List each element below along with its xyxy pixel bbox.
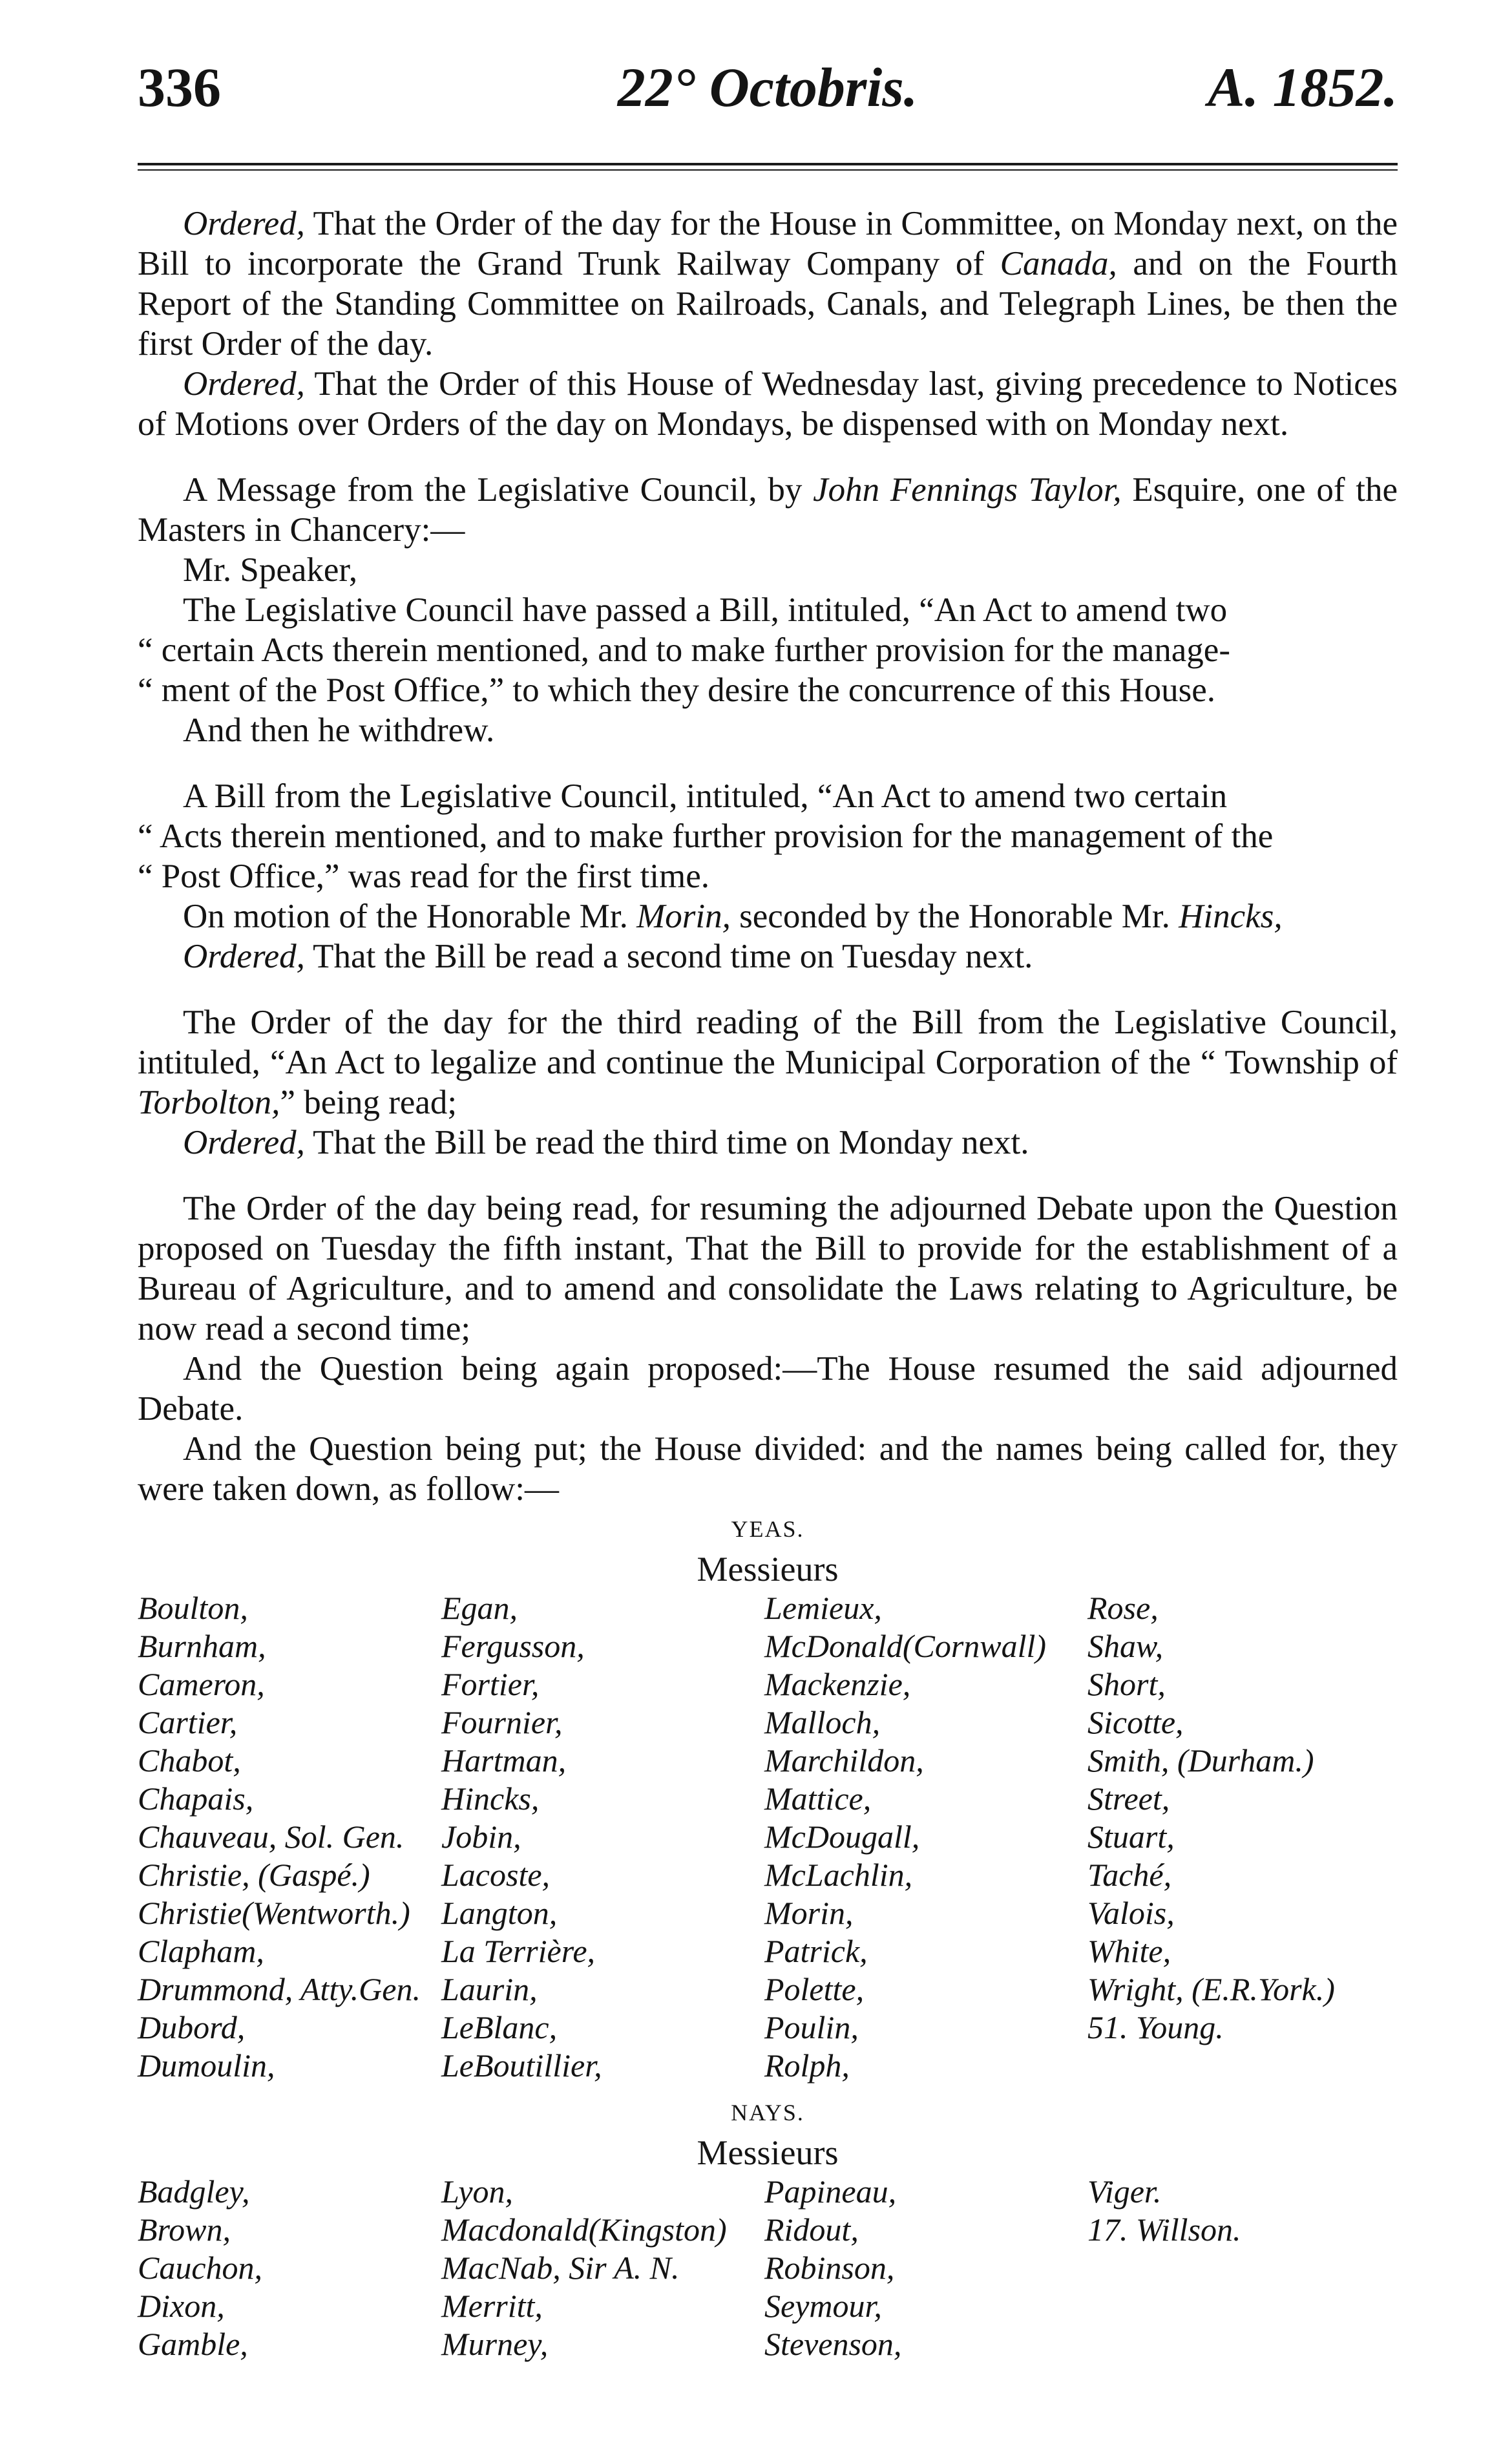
yeas-name: Rolph, [764,2047,850,2084]
page-number: 336 [138,56,221,118]
yeas-name: Lemieux, [764,1590,882,1626]
yeas-heading: YEAS. [731,1516,804,1542]
yeas-messieurs: Messieurs [697,1550,839,1588]
message-salutation: Mr. Speaker, [183,551,358,589]
yeas-name: Clapham, [138,1933,264,1969]
nays-name [1087,2325,1398,2363]
yeas-name: Burnham, [138,1628,266,1664]
nays-name: Macdonald(Kingston) [441,2211,727,2248]
yeas-name: Boulton, [138,1590,248,1626]
header-date: 22° Octobris. [617,56,918,118]
message-line-1: The Legislative Council have passed a Bill, intituled, “An Act to amend two [183,591,1228,629]
nays-name: Dixon, [138,2288,225,2324]
yeas-name: La Terrière, [441,1933,596,1969]
yeas-name: Valois, [1087,1895,1175,1931]
debate-paragraph-3: And the Question being put; the House divided: and the names being called for, they were taken down, as follow:— [138,1430,1398,1508]
yeas-name: White, [1087,1933,1171,1969]
nays-name: Seymour, [764,2288,882,2324]
message-line-3: “ ment of the Post Office,” to which they desire the concurrence of this House. [138,671,1215,709]
yeas-name: Cartier, [138,1704,238,1740]
yeas-name: Jobin, [441,1819,521,1855]
order-paragraph-2: Ordered, That the Order of this House of Wednesday last, giving precedence to Notices of Motions over Orders of the day on Mondays, be dispensed with on Monday next. [138,365,1398,443]
bill-line-3: “ Post Office,” was read for the first time. [138,858,710,895]
debate-paragraph-1: The Order of the day being read, for resuming the adjourned Debate upon the Question proposed on Tuesday the fifth instant, That the Bill to provide for the establishment of a Bureau of Agriculture, and to amend and consolidate the Laws relating to Agriculture, be now read a second time; [138,1190,1398,1347]
nays-name: Papineau, [764,2173,897,2210]
message-intro: A Message from the Legislative Council, by John Fennings Taylor, Esquire, one of the Masters in Chancery:— [138,471,1398,549]
yeas-name: Rose, [1087,1590,1159,1626]
nays-name: Stevenson, [764,2326,902,2362]
nays-name: Brown, [138,2211,231,2248]
header-rule-thick [138,163,1398,165]
yeas-name: Chapais, [138,1780,254,1817]
bill-motion: On motion of the Honorable Mr. Morin, seconded by the Honorable Mr. Hincks, [183,898,1283,935]
nays-name: Merritt, [441,2288,543,2324]
yeas-name: Smith, (Durham.) [1087,1742,1314,1778]
third-ordered: Ordered, That the Bill be read the third time on Monday next. [183,1124,1029,1161]
yeas-name: Fournier, [441,1704,563,1740]
yeas-name: Hartman, [441,1742,567,1778]
yeas-list [138,1589,1398,2085]
yeas-name: Laurin, [441,1971,538,2007]
yeas-name: LeBoutillier, [441,2047,602,2084]
yeas-name: Langton, [441,1895,558,1931]
nays-name: MacNab, Sir A. N. [441,2250,680,2286]
yeas-name: McDougall, [764,1819,920,1855]
nays-name: Viger. [1087,2173,1162,2210]
yeas-name: Taché, [1087,1857,1172,1893]
yeas-name: 51. Young. [1087,2009,1224,2045]
nays-heading: NAYS. [731,2100,804,2126]
page-body [138,204,1398,2363]
yeas-name: Hincks, [441,1780,540,1817]
yeas-name: Egan, [441,1590,518,1626]
nays-name: Robinson, [764,2250,895,2286]
nays-name: Lyon, [441,2173,514,2210]
nays-list [138,2173,1398,2363]
yeas-name: Stuart, [1087,1819,1175,1855]
nays-name [1087,2287,1398,2325]
yeas-name: Short, [1087,1666,1166,1702]
yeas-name: Drummond, Atty.Gen. [138,1971,421,2007]
yeas-name: McLachlin, [764,1857,913,1893]
yeas-name: Chabot, [138,1742,241,1778]
nays-name: Ridout, [764,2211,859,2248]
nays-name: Murney, [441,2326,549,2362]
message-line-2: “ certain Acts therein mentioned, and to make further provision for the manage- [138,631,1230,669]
debate-paragraph-2: And the Question being again proposed:—The House resumed the said adjourned Debate. [138,1350,1398,1428]
nays-name [1087,2249,1398,2287]
yeas-name: Morin, [764,1895,854,1931]
bill-ordered: Ordered, That the Bill be read a second time on Tuesday next. [183,938,1033,975]
message-withdrew: And then he withdrew. [183,712,495,749]
nays-name: Gamble, [138,2326,248,2362]
yeas-name: Mackenzie, [764,1666,911,1702]
nays-name: Badgley, [138,2173,250,2210]
yeas-name: Shaw, [1087,1628,1164,1664]
yeas-name: Mattice, [764,1780,872,1817]
header-rule-thin [138,169,1398,171]
yeas-name: Dubord, [138,2009,246,2045]
yeas-name: Street, [1087,1780,1170,1817]
yeas-name: Fortier, [441,1666,540,1702]
third-reading: The Order of the day for the third reading of the Bill from the Legislative Council, intituled, “An Act to legalize and continue the Municipal Corporation of the “ Township of Torbolton,” being read; [138,1004,1398,1121]
yeas-name [1087,2047,1398,2085]
yeas-name: Poulin, [764,2009,859,2045]
yeas-name: Fergusson, [441,1628,585,1664]
yeas-name: Christie(Wentworth.) [138,1895,410,1931]
nays-messieurs: Messieurs [697,2133,839,2172]
header-year: A. 1852. [1208,56,1398,118]
yeas-name: Patrick, [764,1933,868,1969]
yeas-name: Chauveau, Sol. Gen. [138,1819,404,1855]
yeas-name: Sicotte, [1087,1704,1184,1740]
yeas-name: LeBlanc, [441,2009,558,2045]
page-header [138,55,1398,139]
yeas-name: Malloch, [764,1704,881,1740]
yeas-name: Polette, [764,1971,865,2007]
order-paragraph-1: Ordered, That the Order of the day for the House in Committee, on Monday next, on the Bill to incorporate the Grand Trunk Railway Company of Canada, and on the Fourth Report of the Standing Committee on Railroads, Canals, and Telegraph Lines, be then the first Order of the day. [138,205,1398,363]
yeas-name: Christie, (Gaspé.) [138,1857,370,1893]
yeas-name: Lacoste, [441,1857,551,1893]
yeas-name: Wright, (E.R.York.) [1087,1971,1335,2007]
bill-line-2: “ Acts therein mentioned, and to make further provision for the management of the [138,818,1274,855]
yeas-name: Marchildon, [764,1742,924,1778]
nays-name: Cauchon, [138,2250,263,2286]
bill-line-1: A Bill from the Legislative Council, intituled, “An Act to amend two certain [183,777,1228,815]
yeas-name: Cameron, [138,1666,265,1702]
nays-name: 17. Willson. [1087,2211,1241,2248]
yeas-name: Dumoulin, [138,2047,275,2084]
yeas-name: McDonald(Cornwall) [764,1628,1047,1664]
